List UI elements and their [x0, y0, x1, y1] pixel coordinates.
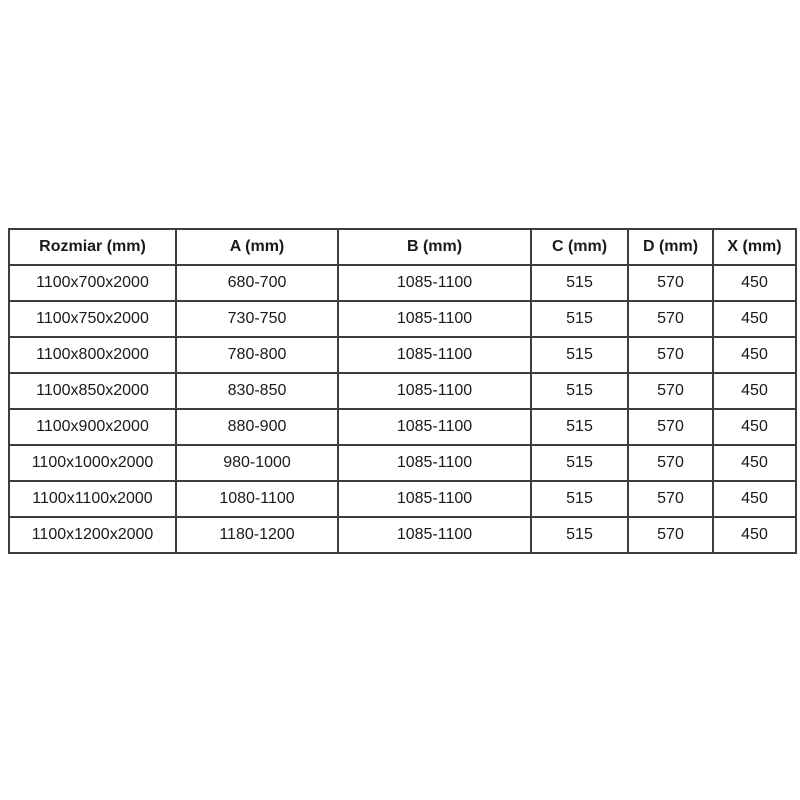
column-header: D (mm)	[628, 229, 713, 265]
table-cell: 515	[531, 265, 628, 301]
table-row	[9, 373, 796, 409]
table-cell: 980-1000	[176, 445, 338, 481]
table-cell: 1085-1100	[338, 301, 531, 337]
table-cell: 515	[531, 373, 628, 409]
table-cell: 570	[628, 301, 713, 337]
table-cell: 1080-1100	[176, 481, 338, 517]
column-header: B (mm)	[338, 229, 531, 265]
table-cell: 1085-1100	[338, 337, 531, 373]
table-cell: 515	[531, 337, 628, 373]
table-cell: 1085-1100	[338, 373, 531, 409]
table-cell: 515	[531, 445, 628, 481]
table-cell: 515	[531, 517, 628, 553]
table-cell: 570	[628, 265, 713, 301]
table-cell: 830-850	[176, 373, 338, 409]
table-row	[9, 265, 796, 301]
table-body	[9, 265, 796, 553]
table-cell: 515	[531, 409, 628, 445]
table-row	[9, 337, 796, 373]
table-cell: 1100x1100x2000	[9, 481, 176, 517]
column-header: C (mm)	[531, 229, 628, 265]
table-cell: 450	[713, 445, 796, 481]
table-cell: 450	[713, 517, 796, 553]
table-cell: 880-900	[176, 409, 338, 445]
table-cell: 1100x850x2000	[9, 373, 176, 409]
table-cell: 730-750	[176, 301, 338, 337]
column-header: X (mm)	[713, 229, 796, 265]
table-cell: 1100x800x2000	[9, 337, 176, 373]
table-cell: 570	[628, 517, 713, 553]
table-cell: 780-800	[176, 337, 338, 373]
dimensions-table	[8, 228, 797, 554]
table-cell: 1085-1100	[338, 265, 531, 301]
table-cell: 1085-1100	[338, 409, 531, 445]
table-row	[9, 409, 796, 445]
table-row	[9, 301, 796, 337]
table-cell: 1085-1100	[338, 481, 531, 517]
table-row	[9, 517, 796, 553]
table-cell: 1085-1100	[338, 445, 531, 481]
table-cell: 570	[628, 409, 713, 445]
column-header: A (mm)	[176, 229, 338, 265]
table-row	[9, 481, 796, 517]
table-cell: 1100x750x2000	[9, 301, 176, 337]
table-header	[9, 229, 796, 265]
table-cell: 1100x900x2000	[9, 409, 176, 445]
table-cell: 450	[713, 265, 796, 301]
table-cell: 450	[713, 409, 796, 445]
table-cell: 680-700	[176, 265, 338, 301]
table-cell: 570	[628, 373, 713, 409]
table-header-row	[9, 229, 796, 265]
table-cell: 570	[628, 481, 713, 517]
table-cell: 1180-1200	[176, 517, 338, 553]
table-row	[9, 445, 796, 481]
table-cell: 450	[713, 481, 796, 517]
table-cell: 1100x700x2000	[9, 265, 176, 301]
table-cell: 1100x1000x2000	[9, 445, 176, 481]
table-cell: 515	[531, 301, 628, 337]
table-cell: 570	[628, 337, 713, 373]
table-cell: 450	[713, 301, 796, 337]
table-cell: 450	[713, 337, 796, 373]
table-cell: 450	[713, 373, 796, 409]
table-cell: 1085-1100	[338, 517, 531, 553]
table-cell: 1100x1200x2000	[9, 517, 176, 553]
table-cell: 570	[628, 445, 713, 481]
table-cell: 515	[531, 481, 628, 517]
column-header: Rozmiar (mm)	[9, 229, 176, 265]
